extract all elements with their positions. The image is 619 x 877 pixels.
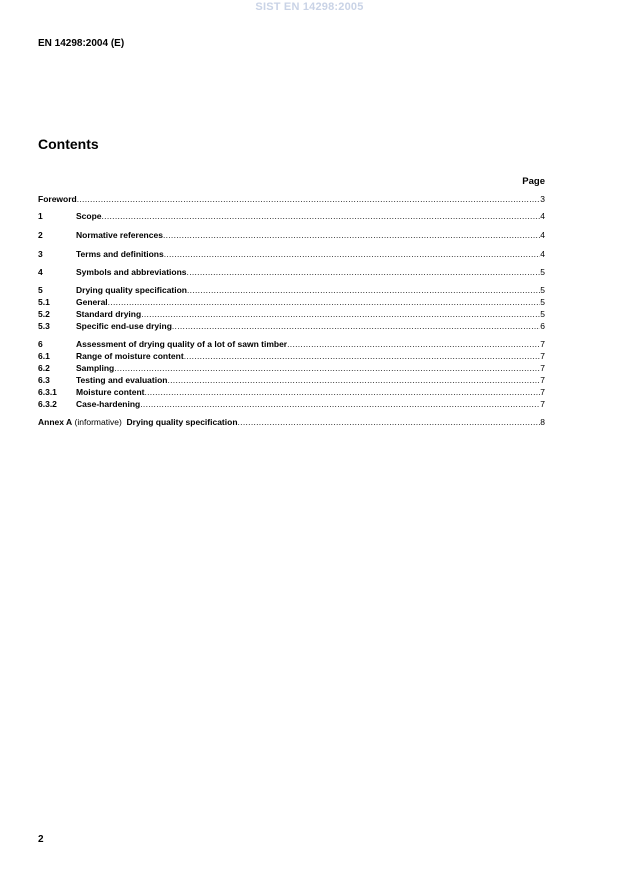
toc-entry-number: 3: [38, 249, 43, 259]
toc-entry-title: Assessment of drying quality of a lot of sawn timber: [76, 339, 288, 349]
toc-entry-2[interactable]: [38, 229, 545, 241]
toc-leader: [187, 266, 541, 278]
toc-entry-1[interactable]: [38, 210, 545, 222]
toc-entry-3[interactable]: [38, 248, 545, 260]
toc-entry-6-1[interactable]: [38, 350, 545, 362]
toc-entry-title: Standard drying: [76, 309, 142, 319]
toc-entry-page: 4: [540, 211, 545, 221]
toc-entry-5-1[interactable]: [38, 296, 545, 308]
toc-entry-number: 5.1: [38, 297, 50, 307]
toc-leader: [141, 308, 540, 320]
toc-leader: [167, 374, 540, 386]
toc-entry-number: 4: [38, 267, 43, 277]
toc-entry-title: Moisture content: [76, 387, 145, 397]
toc-entry-page: 4: [540, 249, 545, 259]
toc-entry-5[interactable]: [38, 284, 545, 296]
toc-entry-page: 3: [540, 194, 545, 204]
toc-entry-title: Terms and definitions: [76, 249, 164, 259]
toc-leader: [163, 229, 540, 241]
toc-entry-title: Normative references: [76, 230, 163, 240]
toc-leader: [108, 296, 541, 308]
toc-entry-page: 7: [540, 387, 545, 397]
toc-entry-5-3[interactable]: [38, 320, 545, 332]
page-number: 2: [38, 834, 44, 845]
contents-title: Contents: [38, 136, 99, 152]
toc-entry-title: Case-hardening: [76, 399, 141, 409]
toc-annex-type: (informative): [74, 417, 122, 427]
toc-entry-5-2[interactable]: [38, 308, 545, 320]
toc-entry-page: 5: [540, 285, 545, 295]
toc-leader: [238, 416, 541, 428]
toc-entry-title: Drying quality specification: [76, 285, 187, 295]
toc-leader: [140, 398, 540, 410]
toc-entry-title: Range of moisture content: [76, 351, 184, 361]
toc-entry-page: 6: [540, 321, 545, 331]
toc-leader: [164, 248, 541, 260]
toc-entry-title: Sampling: [76, 363, 115, 373]
toc-entry-title: Specific end-use drying: [76, 321, 172, 331]
toc-entry-6-3-1[interactable]: [38, 386, 545, 398]
toc-entry-number: 6.3: [38, 375, 50, 385]
toc-entry-page: 7: [540, 363, 545, 373]
toc-entry-6-3[interactable]: [38, 374, 545, 386]
toc-entry-page: 5: [540, 309, 545, 319]
toc-entry-page: 5: [540, 297, 545, 307]
toc-entry-6[interactable]: [38, 338, 545, 350]
toc-entry-page: 5: [540, 267, 545, 277]
toc-leader: [114, 362, 540, 374]
toc-leader: [77, 193, 541, 205]
toc-entry-page: 4: [540, 230, 545, 240]
toc-entry-6-2[interactable]: [38, 362, 545, 374]
toc-entry-page: 8: [540, 417, 545, 427]
toc-entry-page: 7: [540, 351, 545, 361]
toc-entry-title: Drying quality specification: [126, 417, 238, 427]
toc-entry-page: 7: [540, 375, 545, 385]
toc-entry-annex-a[interactable]: [38, 416, 545, 428]
toc-entry-number: 1: [38, 211, 43, 221]
toc-entry-4[interactable]: [38, 266, 545, 278]
toc-entry-number: 6.3.1: [38, 387, 57, 397]
toc-entry-number: 5.2: [38, 309, 50, 319]
toc-entry-number: 6.2: [38, 363, 50, 373]
toc-leader: [187, 284, 540, 296]
toc-entry-page: 7: [540, 399, 545, 409]
document-id: EN 14298:2004 (E): [38, 38, 125, 49]
toc-entry-number: 6.3.2: [38, 399, 57, 409]
toc-leader: [172, 320, 540, 332]
toc-entry-title: Foreword: [38, 194, 77, 204]
toc-entry-title: General: [76, 297, 108, 307]
toc-entry-foreword[interactable]: [38, 193, 545, 205]
toc-leader: [184, 350, 541, 362]
toc-entry-number: 6: [38, 339, 43, 349]
toc-entry-number: 6.1: [38, 351, 50, 361]
toc-entry-title: Testing and evaluation: [76, 375, 168, 385]
toc-leader: [102, 210, 541, 222]
toc-entry-number: 5.3: [38, 321, 50, 331]
toc-entry-6-3-2[interactable]: [38, 398, 545, 410]
page-column-heading: Page: [522, 176, 545, 187]
toc-entry-number: 5: [38, 285, 43, 295]
toc-leader: [144, 386, 540, 398]
toc-entry-page: 7: [540, 339, 545, 349]
toc-entry-number: 2: [38, 230, 43, 240]
toc-entry-title: Scope: [76, 211, 102, 221]
toc-leader: [287, 338, 540, 350]
toc-annex-label: Annex A: [38, 417, 73, 427]
toc-entry-title: Symbols and abbreviations: [76, 267, 187, 277]
watermark-text: SIST EN 14298:2005: [255, 1, 364, 13]
